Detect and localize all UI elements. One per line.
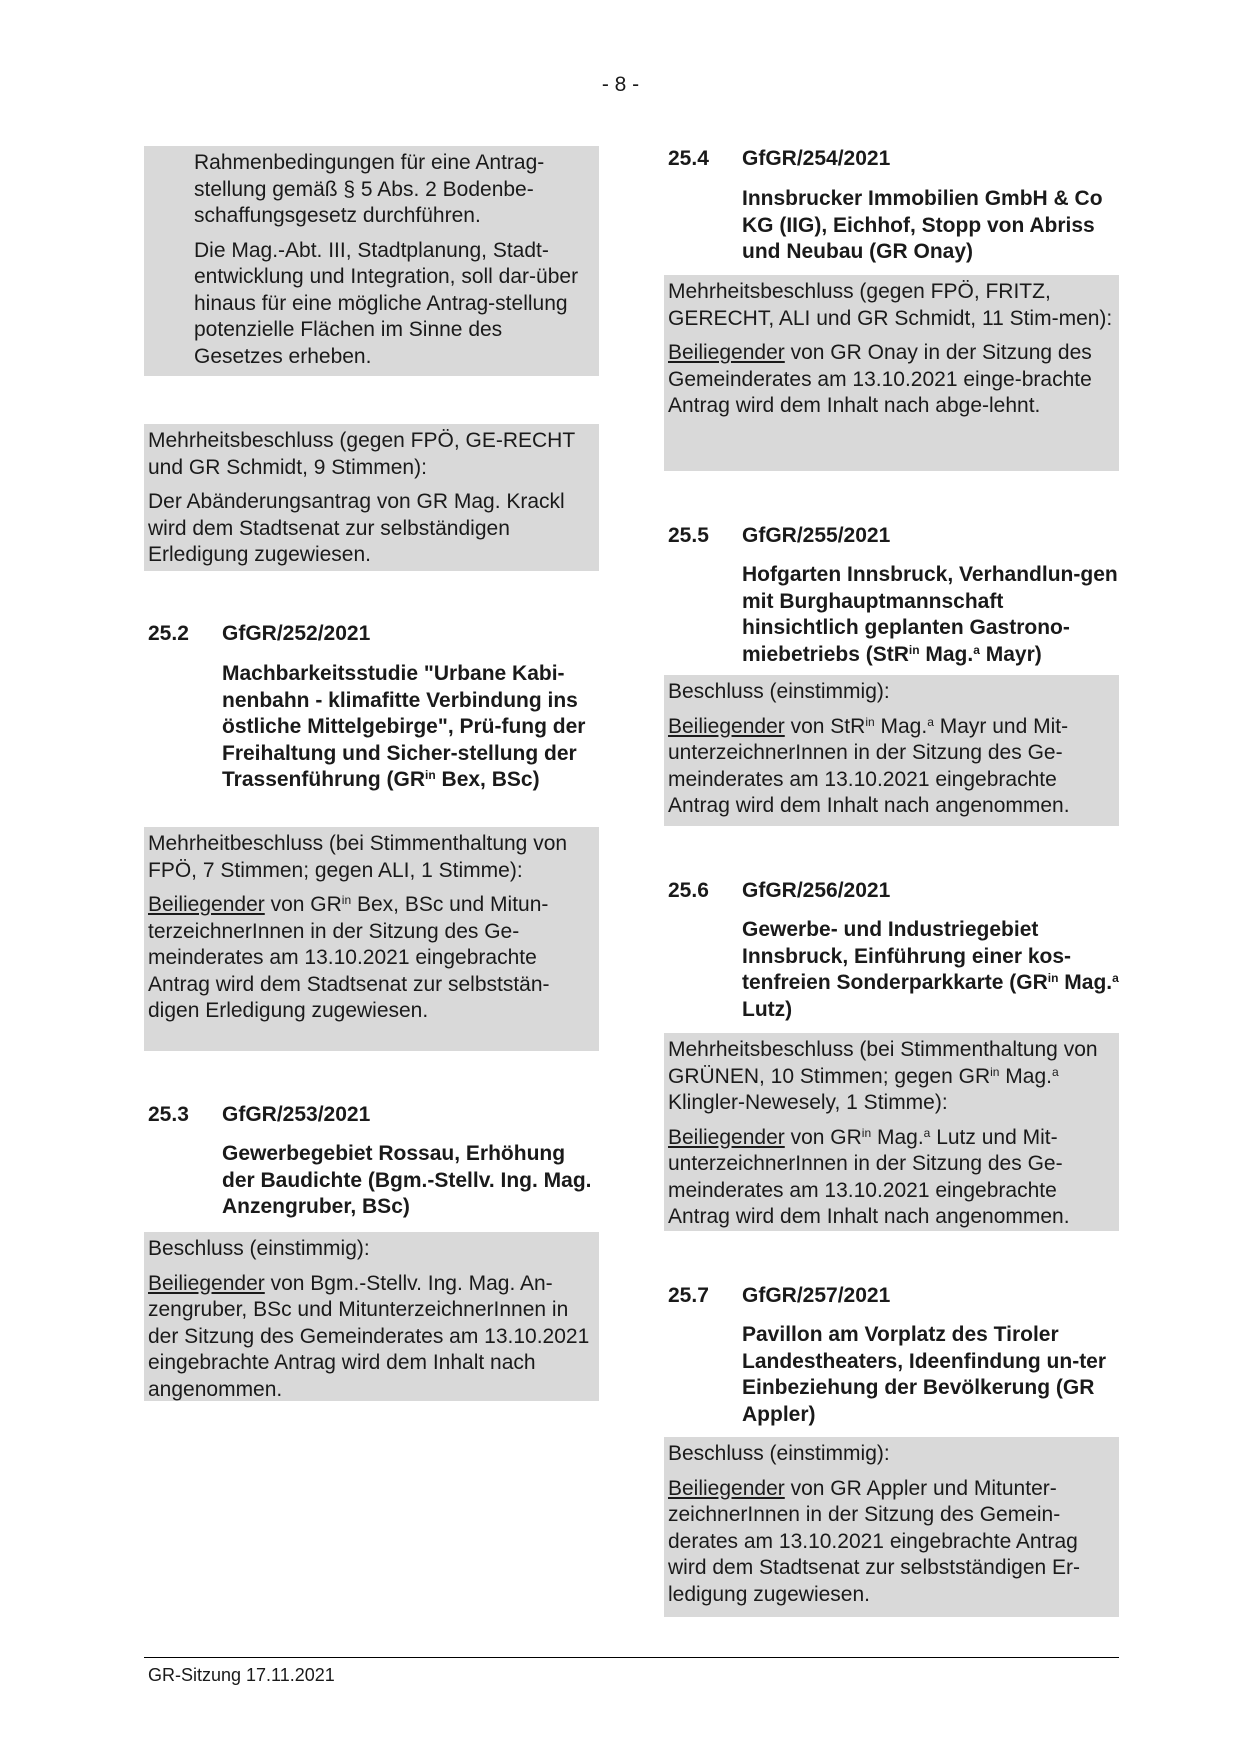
continuation-paragraph-1: Rahmenbedingungen für eine Antrag-stellung gemäß § 5 Abs. 2 Bodenbe-schaffungsgesetz durchführen. [194,151,545,227]
attachment-link[interactable]: Beiliegender [668,714,785,738]
decision-block-25-6 [664,1033,1119,1231]
decision-text: Mehrheitbeschluss (bei Stimmenthaltung von FPÖ, 7 Stimmen; gegen ALI, 1 Stimme): [148,832,568,882]
section-number: 25.3 [148,1103,189,1126]
decision-block-25-7 [664,1437,1119,1617]
decision-text: Mehrheitsbeschluss (bei Stimmenthaltung von GRÜNEN, 10 Stimmen; gegen $GR^{in}$ Mag.$^a$ Klingler-Newesely, 1 Stimme): [668,1038,1098,1114]
continuation-paragraph-2: Die Mag.-Abt. III, Stadtplanung, Stadt-entwicklung und Integration, soll dar-über hinaus für eine mögliche Antrag-stellung potenzielle Flächen im Sinne des Gesetzes erheben. [194,238,579,368]
decision-body: Beiliegender von Bgm.-Stellv. Ing. Mag. An-zengruber, BSc und MitunterzeichnerInnen in der Sitzung des Gemeinderates am 13.10.2021 eingebrachte Antrag wird dem Inhalt nach angenommen. [148,1271,590,1401]
section-number: 25.4 [668,147,709,170]
section-heading-25-3 [148,1102,370,1129]
decision-block-25-5 [664,675,1119,826]
attachment-link[interactable]: Beiliegender [668,1476,785,1500]
footer-divider [144,1657,1119,1658]
section-number: 25.5 [668,524,709,547]
section-code: GfGR/256/2021 [742,879,891,902]
section-code: GfGR/254/2021 [742,147,891,170]
section-code: GfGR/257/2021 [742,1284,891,1307]
section-code: GfGR/255/2021 [742,524,891,547]
decision-text: Beschluss (einstimmig): [148,1237,370,1260]
section-number: 25.6 [668,879,709,902]
decision-body: Beiliegender von GR Appler und Mitunter-zeichnerInnen in der Sitzung des Gemein-derates am 13.10.2021 eingebrachte Antrag wird dem Stadtsenat zur selbstständigen Er-ledigung zugewiesen. [668,1476,1081,1606]
decision-text: Beschluss (einstimmig): [668,1442,890,1465]
attachment-link[interactable]: Beiliegender [668,1125,785,1149]
section-heading-25-2 [148,621,370,648]
section-title-25-7: Pavillon am Vorplatz des Tiroler Landestheaters, Ideenfindung un-ter Einbeziehung der Bevölkerung (GR Appler) [742,1323,1107,1426]
decision-block-25-3 [144,1232,599,1401]
section-title-25-4: Innsbrucker Immobilien GmbH & Co KG (IIG), Eichhof, Stopp von Abriss und Neubau (GR Onay) [742,187,1103,263]
decision-text: Beschluss (einstimmig): [668,680,890,703]
section-title-25-3: Gewerbegebiet Rossau, Erhöhung der Baudichte (Bgm.-Stellv. Ing. Mag. Anzengruber, BSc) [222,1142,592,1218]
section-code: GfGR/252/2021 [222,622,371,645]
section-heading-25-5 [668,523,890,550]
section-code: GfGR/253/2021 [222,1103,371,1126]
decision-block-25-2 [144,827,599,1051]
decision-body: Beiliegender von GR Onay in der Sitzung des Gemeinderates am 13.10.2021 einge-brachte Antrag wird dem Inhalt nach abge-lehnt. [668,341,1092,417]
attachment-link[interactable]: Beiliegender [148,893,265,916]
decision-body: Beiliegender von $GR^{in}$ Mag.$^a$ Lutz und Mit-unterzeichnerInnen in der Sitzung des Ge-meinderates am 13.10.2021 eingebrachte Antrag wird dem Inhalt nach angenommen. [668,1125,1070,1228]
decision-block-25-4 [664,275,1119,471]
section-heading-25-7 [668,1283,890,1310]
decision-body: Beiliegender von StR$^{in}$ Mag.$^a$ Mayr und Mit-unterzeichnerInnen in der Sitzung des Ge-meinderates am 13.10.2021 eingebrachte Antrag wird dem Inhalt nach angenommen. [668,714,1070,817]
attachment-link[interactable]: Beiliegender [668,341,785,364]
section-heading-25-4 [668,146,890,173]
page-number: - 8 - [601,73,640,96]
section-heading-25-6 [668,878,890,905]
amendment-decision: Mehrheitsbeschluss (gegen FPÖ, GE-RECHT und GR Schmidt, 9 Stimmen): [148,429,575,479]
section-number: 25.7 [668,1284,709,1307]
footer-text: GR-Sitzung 17.11.2021 [148,1665,335,1685]
decision-body: Beiliegender von $GR^{in}$ Bex, BSc und Mitun-terzeichnerInnen in der Sitzung des Ge-meinderates am 13.10.2021 eingebrachte Antrag wird dem Stadtsenat zur selbststän-digen Erledigung zugewiesen. [148,893,550,1022]
amendment-decision-block [144,424,599,571]
attachment-link[interactable]: Beiliegender [148,1271,265,1295]
section-title-25-5: Hofgarten Innsbruck, Verhandlun-gen mit Burghauptmannschaft hinsichtlich geplanten Gastrono-miebetriebs (StR$^{in}$ Mag.$^a$ Mayr) [742,563,1118,666]
section-number: 25.2 [148,622,189,645]
continuation-block [144,146,599,376]
section-title-25-2: Machbarkeitsstudie "Urbane Kabi-nenbahn - klimafitte Verbindung ins östliche Mittelgebirge", Prü-fung der Freihaltung und Sicher-stellung der Trassenführung ($GR^{in}$ Bex, BSc) [222,662,586,791]
decision-text: Mehrheitsbeschluss (gegen FPÖ, FRITZ, GERECHT, ALI und GR Schmidt, 11 Stim-men): [668,280,1113,330]
amendment-text: Der Abänderungsantrag von GR Mag. Krackl wird dem Stadtsenat zur selbständigen Erledigung zugewiesen. [148,490,565,566]
section-title-25-6: Gewerbe- und Industriegebiet Innsbruck, Einführung einer kos-tenfreien Sonderparkkarte ($GR^{in}$ Mag.$^a$ Lutz) [742,918,1119,1021]
